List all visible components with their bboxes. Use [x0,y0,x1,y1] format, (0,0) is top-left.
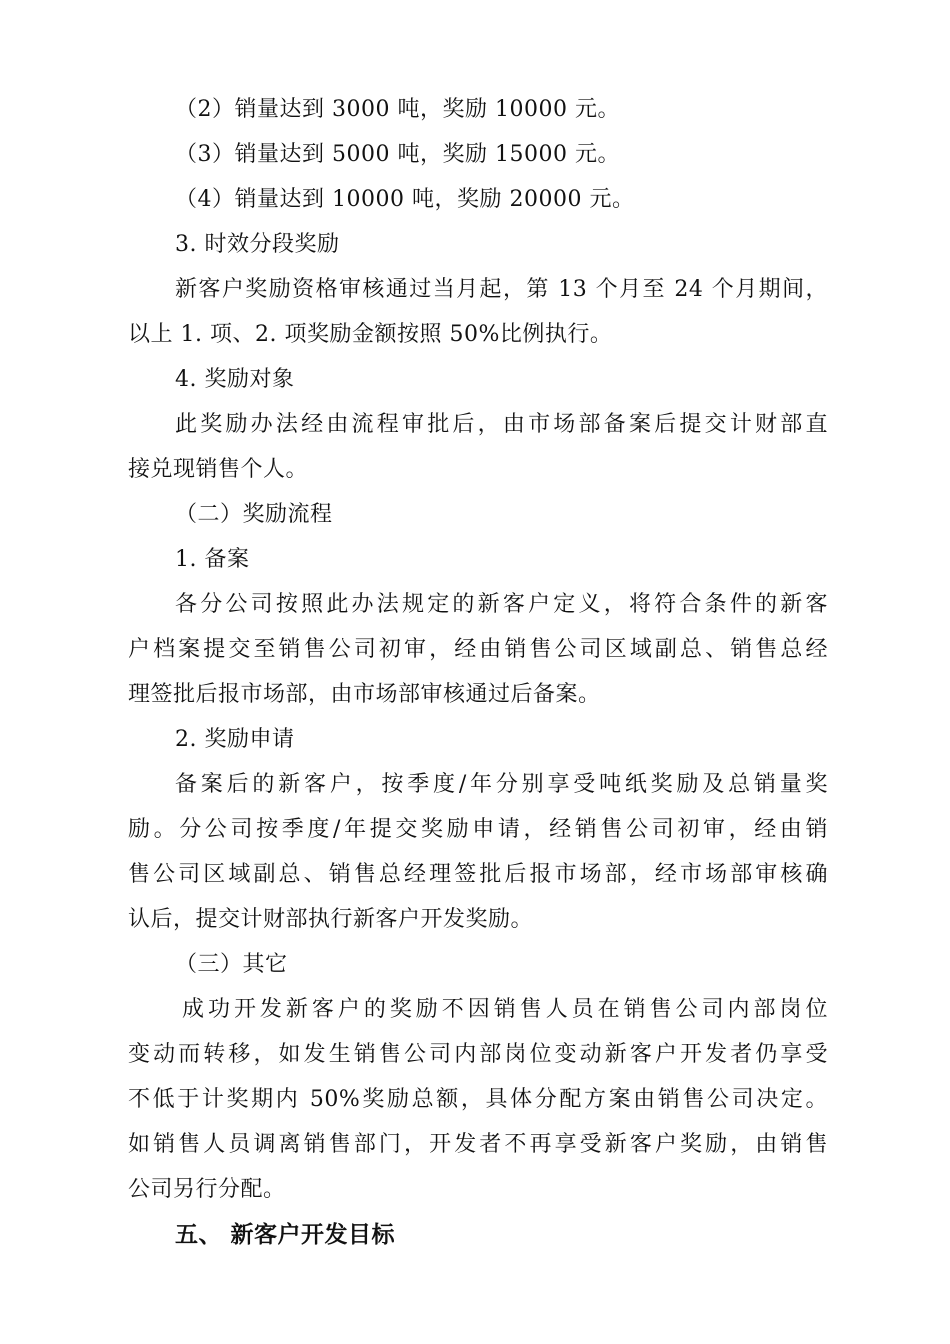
chapter-heading-new-customer-target: 五、 新客户开发目标 [175,1222,396,1248]
section-heading-reward-application: 2. 奖励申请 [175,727,295,752]
paragraph-line: 成功开发新客户的奖励不因销售人员在销售公司内部岗位 [182,997,828,1022]
subsection-heading-other: （三）其它 [175,952,288,977]
paragraph-line: 户档案提交至销售公司初审，经由销售公司区域副总、销售总经 [128,637,828,662]
reward-tier-2: （2）销量达到 3000 吨，奖励 10000 元。 [175,97,620,122]
paragraph-line: 变动而转移，如发生销售公司内部岗位变动新客户开发者仍享受 [128,1042,828,1067]
paragraph-line: 新客户奖励资格审核通过当月起，第 13 个月至 24 个月期间， [175,277,828,302]
paragraph-line: 理签批后报市场部，由市场部审核通过后备案。 [128,682,601,707]
section-heading-reward-target: 4. 奖励对象 [175,367,295,392]
paragraph-line: 各分公司按照此办法规定的新客户定义，将符合条件的新客 [175,592,828,617]
paragraph-line: 不低于计奖期内 50%奖励总额，具体分配方案由销售公司决定。 [128,1087,828,1112]
section-heading-time-reward: 3. 时效分段奖励 [175,232,340,257]
paragraph-line: 售公司区域副总、销售总经理签批后报市场部，经市场部审核确 [128,862,828,887]
paragraph-line: 备案后的新客户，按季度/年分别享受吨纸奖励及总销量奖 [175,772,828,797]
paragraph-line: 励。分公司按季度/年提交奖励申请，经销售公司初审，经由销 [128,817,828,842]
reward-tier-4: （4）销量达到 10000 吨，奖励 20000 元。 [175,187,635,212]
reward-tier-3: （3）销量达到 5000 吨，奖励 15000 元。 [175,142,620,167]
paragraph-line: 此奖励办法经由流程审批后，由市场部备案后提交计财部直 [175,412,828,437]
paragraph-line: 如销售人员调离销售部门，开发者不再享受新客户奖励，由销售 [128,1132,828,1157]
subsection-heading-reward-process: （二）奖励流程 [175,502,333,527]
paragraph-line: 公司另行分配。 [128,1177,286,1202]
section-heading-filing: 1. 备案 [175,547,250,572]
paragraph-line: 接兑现销售个人。 [128,457,309,482]
paragraph-line: 认后，提交计财部执行新客户开发奖励。 [128,907,534,932]
paragraph-line: 以上 1. 项、2. 项奖励金额按照 50%比例执行。 [128,322,613,347]
